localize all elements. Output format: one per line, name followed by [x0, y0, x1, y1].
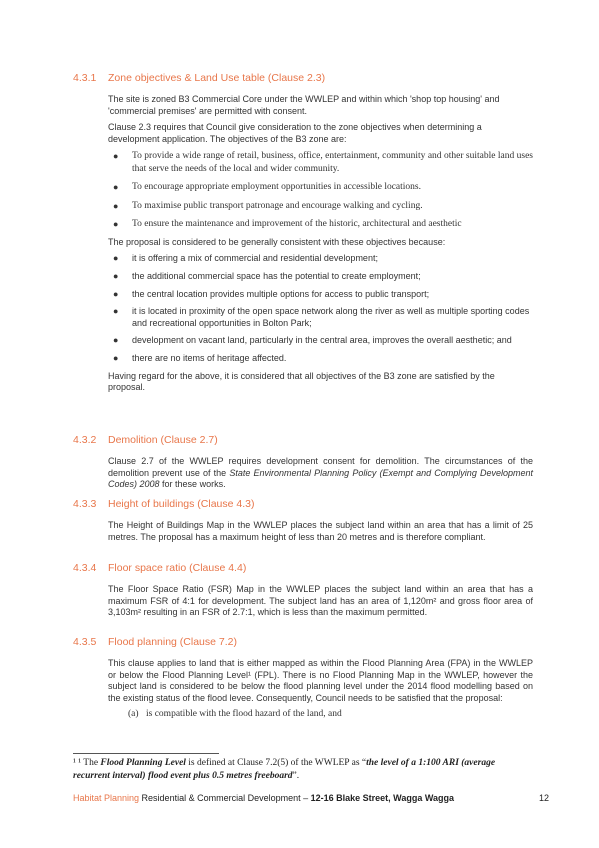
bullet-icon: ●: [113, 151, 119, 162]
section-title: Flood planning (Clause 7.2): [108, 636, 237, 648]
bullet-icon: ●: [113, 288, 119, 299]
list-item: ● To provide a wide range of retail, business, office, entertainment, community and other suitable land uses that serve the needs of the local and wider community.: [113, 151, 533, 174]
section-4-3-5-heading: [73, 636, 533, 649]
item-label: (a): [128, 709, 139, 720]
reasons-list: [108, 253, 533, 364]
section-4-3-2-body: [108, 456, 533, 496]
bullet-icon: ●: [113, 271, 119, 282]
bullet-icon: ●: [113, 253, 119, 264]
list-item: ● To encourage appropriate employment opportunities in accessible locations.: [113, 182, 421, 193]
footnote-divider: [73, 753, 219, 754]
list-item: ● it is offering a mix of commercial and residential development;: [113, 253, 378, 264]
list-item: ● development on vacant land, particularly in the central area, improves the overall aesthetic; and: [113, 335, 512, 346]
list-item: ● To maximise public transport patronage and encourage walking and cycling.: [113, 200, 423, 211]
section-number: 4.3.1: [73, 72, 97, 84]
policy-title: State Environmental Planning Policy (Exempt and Complying Development Codes) 2008: [108, 467, 533, 490]
list-item: ● there are no items of heritage affected.: [113, 353, 287, 364]
document-title: Residential & Commercial Development –: [139, 793, 311, 803]
section-number: 4.3.5: [73, 636, 97, 648]
section-title: Height of buildings (Clause 4.3): [108, 498, 255, 510]
section-title: Floor space ratio (Clause 4.4): [108, 562, 247, 574]
site-address: 12-16 Blake Street, Wagga Wagga: [310, 793, 455, 803]
section-title: Demolition (Clause 2.7): [108, 434, 218, 446]
paragraph: Clause 2.3 requires that Council give consideration to the zone objectives when determining a development application. The objectives of the B3 zone are:: [108, 122, 482, 144]
list-item: ● the additional commercial space has the potential to create employment;: [113, 271, 421, 282]
section-4-3-1-body: [108, 94, 533, 399]
sub-item: (a) is compatible with the flood hazard of the land, and: [128, 709, 342, 720]
paragraph: The site is zoned B3 Commercial Core under the WWLEP and within which 'shop top housing' and 'commercial premises' are permitted with consent.: [108, 94, 500, 116]
section-title: Zone objectives & Land Use table (Clause 2.3): [108, 72, 326, 84]
brand-name: Habitat Planning: [73, 793, 140, 803]
paragraph: The Height of Buildings Map in the WWLEP places the subject land within an area that has a limit of 25 metres. The proposal has a maximum height of less than 20 metres and is therefore compliant.: [108, 520, 533, 542]
section-4-3-4-heading: [73, 562, 533, 575]
section-number: 4.3.2: [73, 434, 97, 446]
list-item: ● it is located in proximity of the open space network along the river as well as multiple sporting codes and recreational opportunities in Bolton Park;: [113, 306, 530, 328]
bullet-icon: ●: [113, 182, 119, 193]
page-number: 12: [538, 793, 549, 803]
paragraph: This clause applies to land that is either mapped as within the Flood Planning Area (FPA) in the WWLEP or below the Flood Planning Level¹ (FPL). There is no Flood Planning Map in the WWLEP, however the subject land is considered to be below the flood planning level under the 2014 flood modelling based on the existing status of the flood levee. Consequently, Council needs to be satisfied that the proposal:: [108, 658, 533, 703]
paragraph: Having regard for the above, it is considered that all objectives of the B3 zone are satisfied by the proposal.: [108, 370, 495, 393]
bullet-icon: ●: [113, 335, 119, 346]
bullet-icon: ●: [113, 353, 119, 364]
list-item: ● the central location provides multiple options for access to public transport;: [113, 288, 430, 299]
paragraph: The Floor Space Ratio (FSR) Map in the WWLEP places the subject land within an area that has a maximum FSR of 4:1 for development. The subject land has an area of 1,120m² and gross floor area of 3,103m² resulting in an FSR of 2.7:1, which is less than the maximum permitted.: [108, 584, 533, 618]
section-4-3-3-body: [108, 520, 533, 548]
list-item: ● To ensure the maintenance and improvement of the historic, architectural and aesthetic: [113, 219, 462, 230]
section-4-3-5-body: [108, 658, 533, 726]
section-number: 4.3.4: [73, 562, 97, 574]
section-4-3-2-heading: [73, 434, 533, 447]
section-number: 4.3.3: [73, 498, 97, 510]
section-4-3-1-heading: [73, 72, 533, 85]
objectives-list: [108, 150, 533, 231]
paragraph: The proposal is considered to be generally consistent with these objectives because:: [108, 236, 446, 247]
section-4-3-3-heading: [73, 498, 533, 511]
footnote: ¹ ¹ The Flood Planning Level is defined at Clause 7.2(5) of the WWLEP as “the level of a 1:100 ARI (average recurrent interval) flood event plus 0.5 metres freeboard”.: [73, 758, 496, 781]
paragraph: Clause 2.7 of the WWLEP requires development consent for demolition. The circumstances of the demolition prevent use of the State Environmental Planning Policy (Exempt and Complying Development Codes) 2008 for these works.: [108, 456, 533, 490]
page-footer: [73, 793, 553, 803]
bullet-icon: ●: [113, 306, 119, 317]
section-4-3-4-body: [108, 584, 533, 624]
bullet-icon: ●: [113, 200, 119, 211]
bullet-icon: ●: [113, 219, 119, 230]
